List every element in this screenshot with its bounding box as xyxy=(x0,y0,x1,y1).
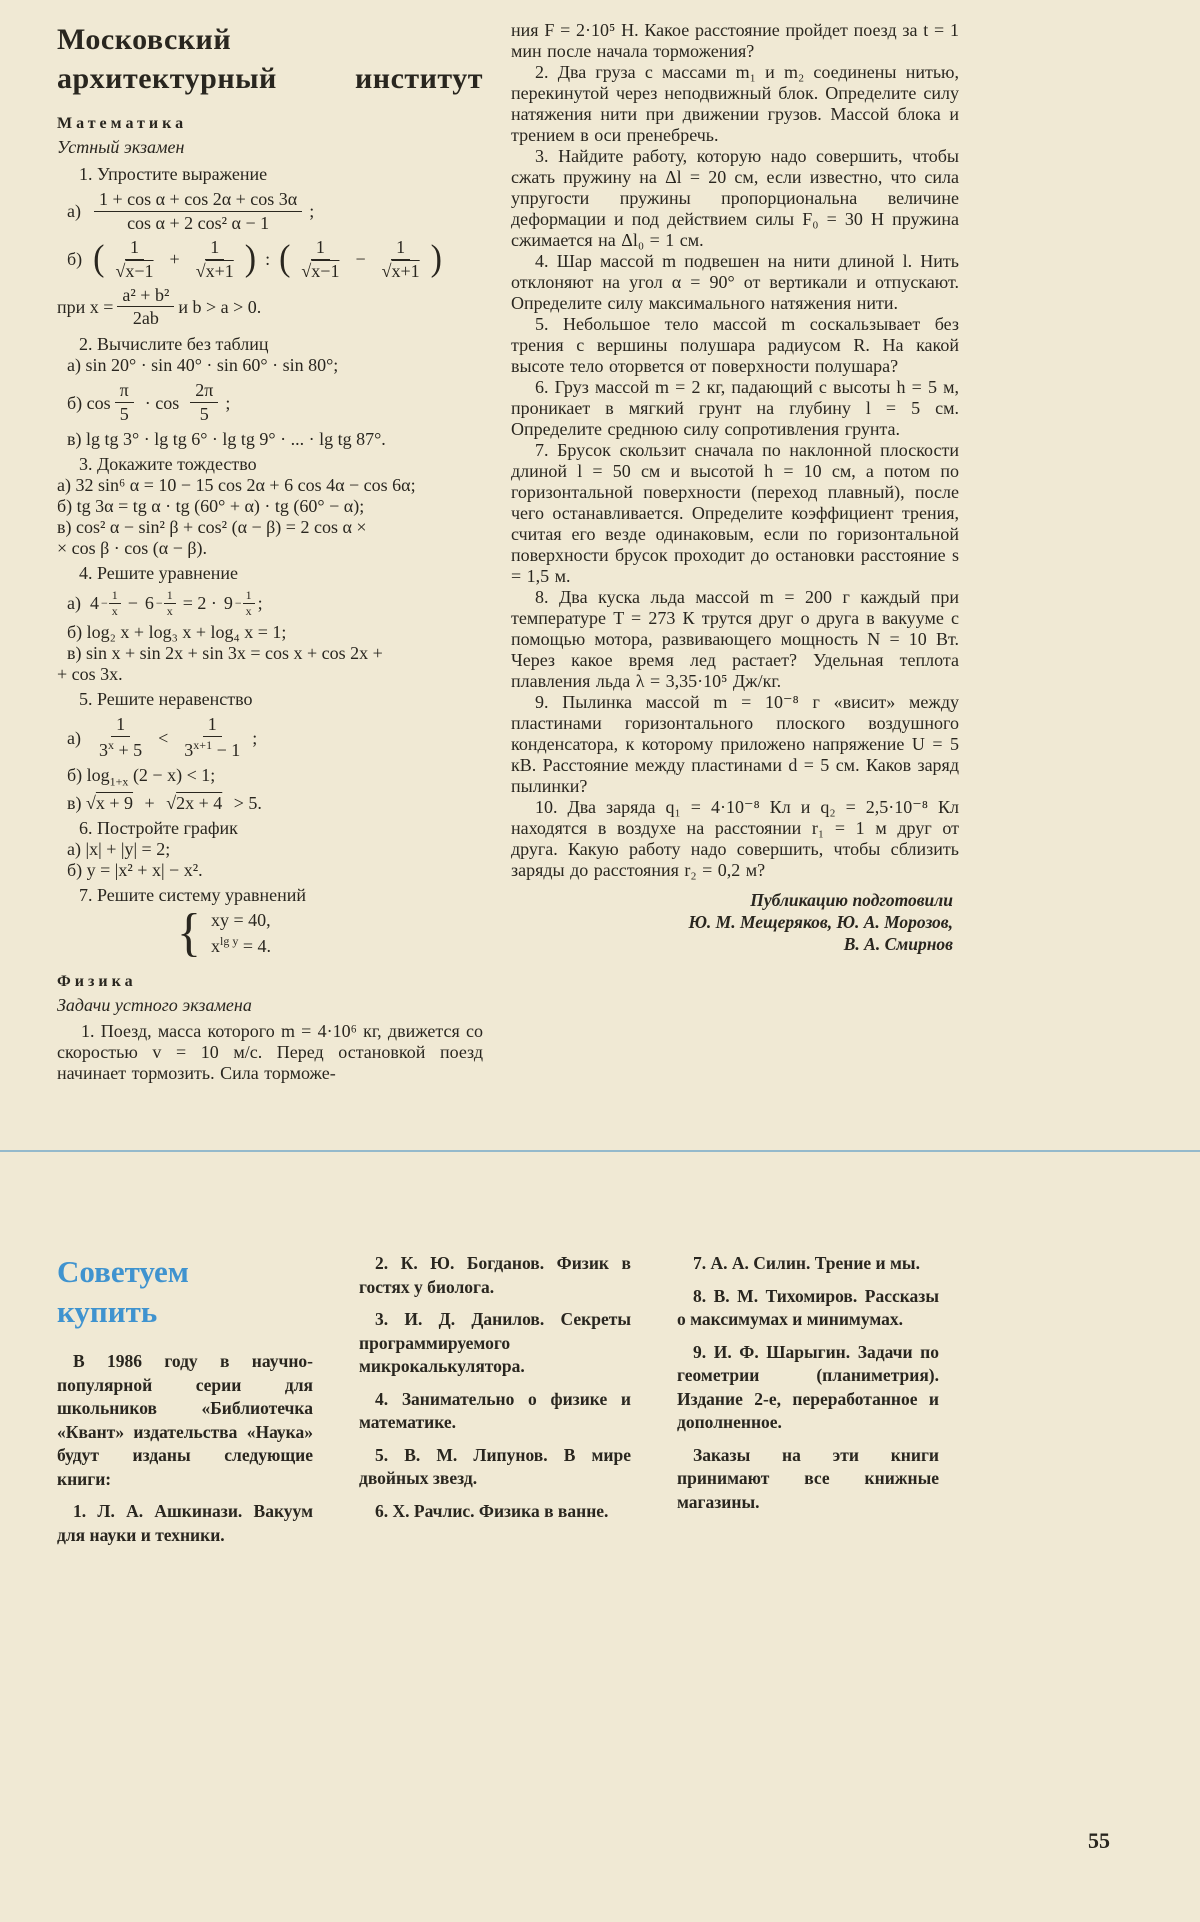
formula-5b: б) $\log_{1+x} (2 - x) < 1$; xyxy=(67,765,216,789)
formula-6b: б) y = |x² + x| − x². xyxy=(67,859,203,880)
problem-title: 3. Докажите тождество xyxy=(79,454,257,475)
close-paren: ) xyxy=(430,237,442,279)
page-number: 55 xyxy=(1088,1828,1110,1853)
book-item-2: 2. К. Ю. Богданов. Физик в гостях у биолога. xyxy=(359,1253,631,1297)
formula-2b: б) cos π 5 · cos 2π 5 ; xyxy=(67,380,231,425)
physics-problem-8: 8. Два куска льда массой m = 200 г каждый при температуре T = 273 К трутся друг о друга в вакууме с помощью мотора, развивающего мощность N = 10 Вт. Через какое время лед растает? Удельная теплота плавления льда λ = 3,35·10⁵ Дж/кг. xyxy=(511,587,959,691)
advert-column-3 xyxy=(677,1252,939,1556)
equation-system xyxy=(177,903,483,962)
problem-title: 5. Решите неравенство xyxy=(79,689,253,710)
fraction: $\frac{1}{√x+1}$ xyxy=(381,236,420,281)
math-problem-2 xyxy=(57,333,483,450)
fraction: π 5 xyxy=(115,381,134,424)
system-line1: xy = 40, xyxy=(211,909,271,930)
exponent: − $\frac{1}{x}$ xyxy=(156,589,176,617)
open-paren: ( xyxy=(93,237,105,279)
credits xyxy=(511,889,959,955)
sqrt-symbol: √ xyxy=(301,260,312,281)
credits-names-line2: В. А. Смирнов xyxy=(843,934,953,954)
physics-problem-10: 10. Два заряда q₁ = 4·10⁻⁸ Кл и q₂ = 2,5·10⁻⁸ Кл находятся в воздухе на расстоянии r₁ = 1 м друг от друга. Какую работу надо совершить, чтобы сблизить заряды до расстояния r₂ = 0,2 м? xyxy=(511,797,959,880)
formula-2a: а) sin 20° · sin 40° · sin 60° · sin 80°; xyxy=(67,355,339,376)
fraction: 1 3$^x$ + 5 xyxy=(98,714,143,761)
radical: √2x + 4 xyxy=(166,792,223,813)
right-column xyxy=(511,20,959,1084)
math-problem-6 xyxy=(57,817,483,881)
formula-4b: б) log₂ x + log₃ x + log₄ x = 1; xyxy=(67,622,287,643)
left-column xyxy=(57,20,483,1084)
book-item-1: 1. Л. А. Ашкинази. Вакуум для науки и техники. xyxy=(57,1501,313,1545)
physics-problem-5: 5. Небольшое тело массой m соскальзывает без трения с вершины полушара радиусом R. На какой высоте тело оторвется от поверхности полушара? xyxy=(511,314,959,376)
exponent: − $\frac{1}{x}$ xyxy=(101,589,121,617)
problem-title: 1. Упростите выражение xyxy=(79,164,268,184)
book-item-4: 4. Занимательно о физике и математике. xyxy=(359,1388,631,1432)
advert-column-2 xyxy=(359,1252,631,1556)
formula-4a: а) 4 − $\frac{1}{x}$ − 6 − $\frac{1}{x}$ = 2 · 9 − $\frac{1}{x}$ ; xyxy=(67,588,263,618)
section-divider xyxy=(0,1150,1200,1152)
formula-4c-line1: в) sin x + sin 2x + sin 3x = cos x + cos 2x + xyxy=(67,643,383,664)
book-item-7: 7. А. А. Силин. Трение и мы. xyxy=(693,1253,920,1273)
advert-intro: В 1986 году в научно-популярной серии для школьников «Библиотечка «Квант» издательства «Наука» будут изданы следующие книги: xyxy=(57,1351,313,1489)
sqrt-symbol: √ xyxy=(86,792,96,813)
exponent: − $\frac{1}{x}$ xyxy=(235,589,255,617)
fraction: $\frac{\text{a² + b²}}{2ab}$ xyxy=(117,286,174,329)
physics-section-heading: Физика xyxy=(57,972,137,990)
formula-3c-line1: в) cos² α − sin² β + cos² (α − β) = 2 cos α × xyxy=(57,517,367,538)
math-problem-1 xyxy=(57,163,483,328)
physics-problem-7: 7. Брусок скользит сначала по наклонной плоскости длиной l = 50 см и высотой h = 10 см, а потом по горизонтальной поверхности (переход плавный), после чего останавливается. Определите коэффициент трения, считая его везде одинаковым, если по горизонтальной поверхности брусок проходит до остановки расстояние s = 1,5 м. xyxy=(511,440,959,586)
formula-2c: в) lg tg 3° · lg tg 6° · lg tg 9° · ... · lg tg 87°. xyxy=(67,429,386,450)
math-problem-3 xyxy=(57,453,483,559)
math-problem-4 xyxy=(57,562,483,685)
formula-1b: б) ( 1 √x−1 + $\frac{1}{√x+1}$ ) : ( 1 √x−1 − $\frac{1}{√x+1}$ ) xyxy=(67,236,442,281)
problem-title: 4. Решите уравнение xyxy=(79,563,238,584)
book-item-3: 3. И. Д. Данилов. Секреты программируемого микрокалькулятора. xyxy=(359,1309,631,1376)
physics-problem-9: 9. Пылинка массой m = 10⁻⁸ г «висит» между пластинами горизонтального плоского воздушного конденсатора, к которому приложено напряжение U = 5 кВ. Расстояние между пластинами d = 5 см. Каков заряд пылинки? xyxy=(511,692,959,796)
close-paren: ) xyxy=(244,237,257,279)
sqrt-symbol: √ xyxy=(381,260,392,281)
book-item-6: 6. Х. Рачлис. Физика в ванне. xyxy=(375,1500,609,1521)
book-item-5: 5. В. М. Липунов. В мире двойных звезд. xyxy=(359,1444,631,1488)
radical: √x + 9 xyxy=(86,792,134,813)
institute-title-line1: Московский xyxy=(57,23,232,56)
fraction: 1 √x−1 xyxy=(301,236,340,281)
sqrt-symbol: √ xyxy=(115,260,126,281)
problem-title: 6. Постройте график xyxy=(79,817,238,838)
advert-section xyxy=(57,1252,959,1556)
credits-intro: Публикацию подготовили xyxy=(750,890,953,910)
formula-5c: в) √x + 9 + √2x + 4 > 5. xyxy=(67,792,262,813)
book-item-9: 9. И. Ф. Шарыгин. Задачи по геометрии (планиметрия). Издание 2-е, переработанное и дополненное. xyxy=(677,1341,939,1432)
physics-problem-6: 6. Груз массой m = 2 кг, падающий с высоты h = 5 м, проникает в мягкий грунт на глубину l = 5 см. Определите среднюю силу сопротивления грунта. xyxy=(511,377,959,439)
physics-problem-4: 4. Шар массой m подвешен на нити длиной l. Нить отклоняют на угол α = 90° от вертикали и отпускают. Определите силу максимального натяжения нити. xyxy=(511,251,959,313)
fraction: $\frac{1}{√x+1}$ xyxy=(195,236,234,281)
math-problem-5 xyxy=(57,688,483,813)
orders-note: Заказы на эти книги принимают все книжные магазины. xyxy=(677,1444,939,1512)
fraction: 2π 5 xyxy=(190,381,218,424)
institute-title-line2: архитектурный институт xyxy=(57,62,483,95)
math-exam-type: Устный экзамен xyxy=(57,137,185,157)
formula-5a: а) 1 3$^x$ + 5 < 1 $3^{x+1} - 1$ ; xyxy=(67,714,258,761)
sqrt-symbol: √ xyxy=(195,260,206,281)
problem-title: 2. Вычислите без таблиц xyxy=(79,334,269,355)
formula-6a: а) |x| + |y| = 2; xyxy=(67,838,171,859)
credits-names-line1: Ю. М. Мещеряков, Ю. А. Морозов, xyxy=(688,912,953,932)
open-paren: ( xyxy=(279,237,291,279)
math-section-heading: Математика xyxy=(57,115,188,132)
physics-problem-1-left: 1. Поезд, масса которого m = 4·10⁶ кг, движется со скоростью v = 10 м/с. Перед остановкой поезд начинает тормозить. Сила торможе- xyxy=(57,1020,483,1083)
formula-1-condition: при x = $\frac{\text{a² + b²}}{2ab}$ и b > a > 0. xyxy=(57,284,262,329)
formula-3a: а) 32 sin⁶ α = 10 − 15 cos 2α + 6 cos 4α − cos 6α; xyxy=(57,475,416,496)
physics-exam-type: Задачи устного экзамена xyxy=(57,994,252,1015)
advert-title: Советуем купить xyxy=(57,1254,189,1329)
fraction: 1 $3^{x+1} - 1$ xyxy=(184,714,241,761)
formula-4c-line2: + cos 3x. xyxy=(57,664,123,685)
formula-3c-line2: × cos β · cos (α − β). xyxy=(57,538,208,559)
fraction: 1 + cos α + cos 2α + cos 3α cos α + 2 cos² α − 1 xyxy=(94,190,302,233)
fraction: 1 √x−1 xyxy=(115,236,154,281)
system-brace: { xyxy=(177,903,201,962)
formula-1a: а) 1 + cos α + cos 2α + cos 3α cos α + 2 cos² α − 1 ; xyxy=(67,189,315,233)
problem-title: 7. Решите систему уравнений xyxy=(79,884,306,905)
sqrt-symbol: √ xyxy=(166,792,177,813)
system-line2: $x^{lg y} = 4$. xyxy=(211,933,271,956)
advert-column-1 xyxy=(57,1252,313,1556)
physics-problem-1-continued: ния F = 2·10⁵ Н. Какое расстояние пройдет поезд за t = 1 мин после начала торможения? xyxy=(511,20,959,61)
formula-3b: б) tg 3α = tg α · tg (60° + α) · tg (60° − α); xyxy=(57,496,365,517)
math-problem-7 xyxy=(57,884,483,962)
exam-problems-section xyxy=(57,20,959,1084)
physics-problem-3: 3. Найдите работу, которую надо совершить, чтобы сжать пружину на Δl = 20 см, если известно, что сила упругости пружины пропорциональна величине деформации и под действием силы F₀ = 30 Н пружина сжимается на Δl₀ = 1 см. xyxy=(511,146,959,250)
physics-problem-2: 2. Два груза с массами m₁ и m₂ соединены нитью, перекинутой через неподвижный блок. Определите силу натяжения нити при движении грузов. Массой блока и трением в оси пренебречь. xyxy=(511,62,959,145)
institute-title xyxy=(57,20,483,98)
book-item-8: 8. В. М. Тихомиров. Рассказы о максимумах и минимумах. xyxy=(677,1285,939,1329)
